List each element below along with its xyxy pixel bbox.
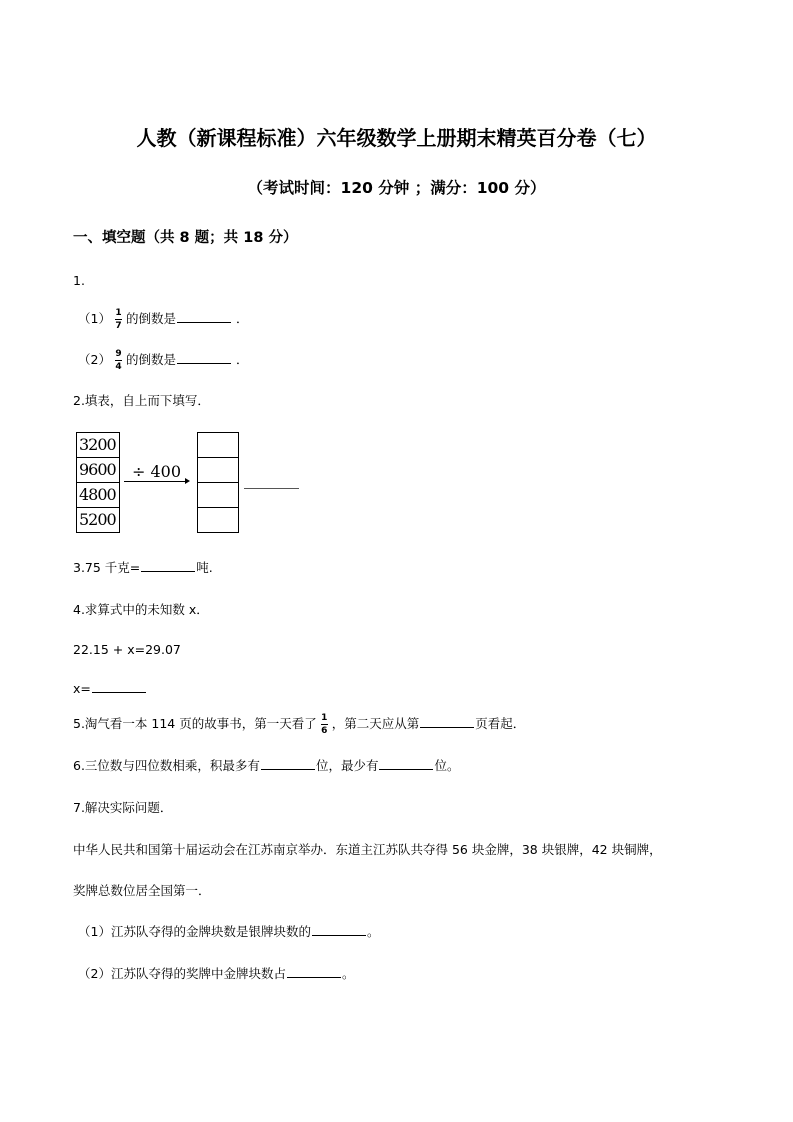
question-4-text: 4.求算式中的未知数 x． bbox=[73, 602, 209, 617]
question-1-number: 1. bbox=[73, 273, 85, 288]
input-cell: 9600 bbox=[77, 458, 119, 483]
question-4-answer bbox=[73, 680, 147, 696]
question-text: 位，最少有 bbox=[315, 758, 379, 773]
question-7-part-1 bbox=[78, 922, 379, 940]
section-heading: 一、填空题（共 8 题；共 18 分） bbox=[73, 230, 298, 246]
input-cell: 3200 bbox=[77, 433, 119, 458]
numerator: 1 bbox=[115, 308, 122, 318]
part-text: 江苏队夺得的金牌块数是银牌块数的 bbox=[110, 924, 311, 939]
part-label: （2） bbox=[78, 352, 111, 367]
answer-blank[interactable] bbox=[177, 310, 231, 323]
answer-prefix: x= bbox=[73, 681, 91, 696]
fraction bbox=[115, 308, 122, 331]
answer-column bbox=[197, 432, 239, 533]
question-7-paragraph-1: 中华人民共和国第十届运动会在江苏南京举办．东道主江苏队共夺得 56 块金牌，38 块银牌，42 块铜牌， bbox=[73, 842, 662, 857]
answer-blank[interactable] bbox=[261, 757, 315, 770]
part-label: （1） bbox=[78, 311, 111, 326]
question-2-text: 2.填表，自上而下填写． bbox=[73, 393, 210, 408]
answer-cell[interactable] bbox=[198, 433, 238, 458]
part-text: 江苏队夺得的奖牌中金牌块数占 bbox=[110, 966, 286, 981]
numerator: 1 bbox=[321, 713, 328, 723]
punct: 。 bbox=[366, 924, 380, 939]
part-label: （1） bbox=[78, 924, 111, 939]
answer-blank[interactable] bbox=[244, 488, 299, 489]
question-6 bbox=[73, 756, 459, 774]
answer-blank[interactable] bbox=[177, 351, 231, 364]
question-text: ，第二天应从第 bbox=[331, 716, 420, 731]
question-text: 吨. bbox=[196, 560, 213, 575]
question-text: 6.三位数与四位数相乘，积最多有 bbox=[73, 758, 260, 773]
part-text: 的倒数是 bbox=[125, 311, 176, 326]
denominator: 6 bbox=[321, 726, 328, 736]
exam-info: （考试时间：120 分钟 ；满分：100 分） bbox=[247, 179, 546, 197]
answer-blank[interactable] bbox=[287, 965, 341, 978]
question-5 bbox=[73, 713, 525, 736]
answer-cell[interactable] bbox=[198, 508, 238, 532]
question-1-part-1 bbox=[78, 308, 248, 331]
answer-cell[interactable] bbox=[198, 458, 238, 483]
answer-blank[interactable] bbox=[92, 680, 146, 693]
question-text: 位。 bbox=[434, 758, 460, 773]
question-1-part-2 bbox=[78, 349, 248, 372]
denominator: 4 bbox=[115, 362, 122, 372]
input-cell: 4800 bbox=[77, 483, 119, 508]
part-label: （2） bbox=[78, 966, 111, 981]
question-7-part-2 bbox=[78, 964, 354, 982]
answer-blank[interactable] bbox=[141, 559, 195, 572]
operation-label: ÷ 400 bbox=[132, 462, 182, 481]
fraction bbox=[321, 713, 328, 736]
arrow-right-icon bbox=[185, 478, 190, 484]
input-number-column bbox=[76, 432, 120, 533]
punct: ． bbox=[235, 352, 249, 367]
question-4-equation: 22.15 + x=29.07 bbox=[73, 642, 181, 657]
input-cell: 5200 bbox=[79, 510, 116, 529]
question-7-text: 7.解决实际问题． bbox=[73, 800, 173, 815]
arrow-line bbox=[124, 481, 186, 482]
punct: 。 bbox=[341, 966, 355, 981]
answer-blank[interactable] bbox=[420, 715, 474, 728]
question-text: 5.淘气看一本 114 页的故事书，第一天看了 bbox=[73, 716, 317, 731]
question-text: 页看起． bbox=[475, 716, 526, 731]
page-title: 人教（新课程标准）六年级数学上册期末精英百分卷（七） bbox=[136, 126, 657, 150]
answer-blank[interactable] bbox=[312, 923, 366, 936]
question-text: 3.75 千克= bbox=[73, 560, 141, 575]
denominator: 7 bbox=[115, 321, 122, 331]
numerator: 9 bbox=[115, 349, 122, 359]
answer-cell[interactable] bbox=[198, 483, 238, 508]
punct: ． bbox=[235, 311, 249, 326]
part-text: 的倒数是 bbox=[125, 352, 176, 367]
question-7-paragraph-2: 奖牌总数位居全国第一． bbox=[73, 883, 211, 898]
answer-blank[interactable] bbox=[379, 757, 433, 770]
question-3 bbox=[73, 558, 213, 576]
fraction bbox=[115, 349, 122, 372]
